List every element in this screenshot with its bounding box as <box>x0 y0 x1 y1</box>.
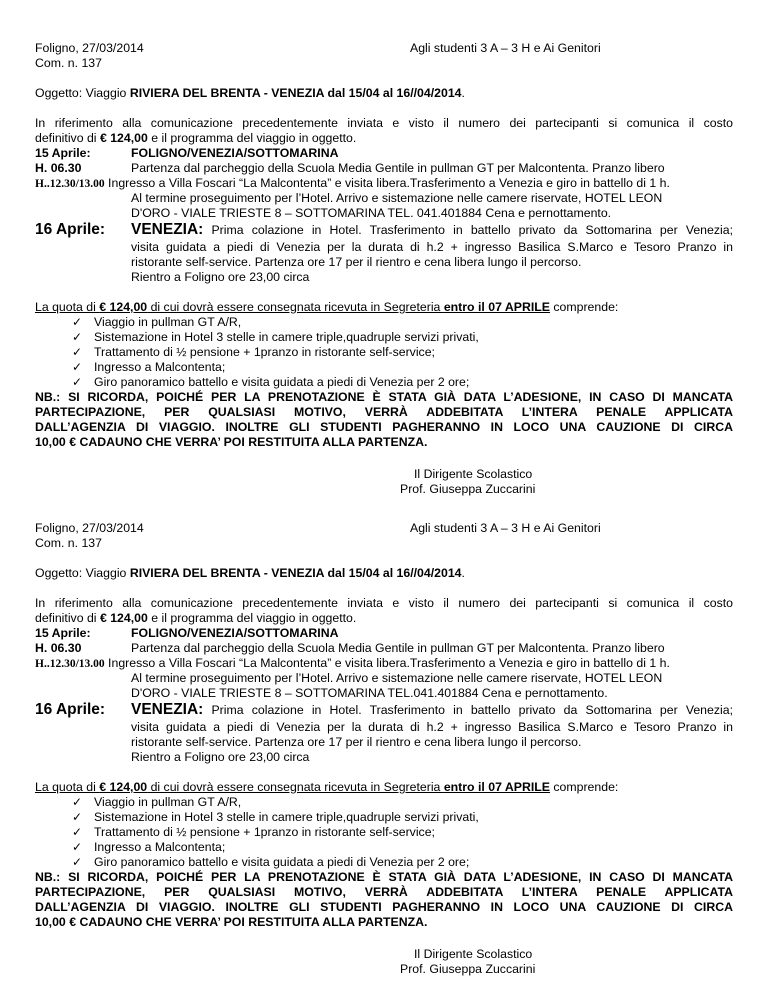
time-2-text: Ingresso a Villa Foscari “La Malcontenta” e visita libera.Trasferimento a Venezia e giro in battello di 1 h. <box>104 656 670 670</box>
time-2: H..12.30/13.00 <box>35 658 105 670</box>
quota-mid: di cui dovrà essere consegnata ricevuta in Segreteria <box>147 780 444 794</box>
day2-city: VENEZIA: <box>131 701 204 718</box>
day2-line-1 <box>131 221 733 239</box>
day2-line-3: ristorante self-service. Partenza ore 17 per il rientro e cena libera lungo il percorso. <box>131 255 582 269</box>
include-text: Trattamento di ½ pensione + 1pranzo in ristorante self-service; <box>94 825 435 839</box>
quota-mid: di cui dovrà essere consegnata ricevuta in Segreteria <box>147 300 444 314</box>
day1-route: FOLIGNO/VENEZIA/SOTTOMARINA <box>131 146 339 160</box>
day1-label: 15 Aprile: <box>35 146 91 160</box>
recipients: Agli studenti 3 A – 3 H e Ai Genitori <box>410 521 601 535</box>
include-text: Ingresso a Malcontenta; <box>94 360 226 374</box>
check-icon: ✓ <box>72 855 83 869</box>
include-text: Trattamento di ½ pensione + 1pranzo in ristorante self-service; <box>94 345 435 359</box>
intro-suffix: e il programma del viaggio in oggetto. <box>147 611 357 625</box>
day1-route: FOLIGNO/VENEZIA/SOTTOMARINA <box>131 626 339 640</box>
intro-prefix: definitivo di <box>35 131 100 145</box>
time-1: H. 06.30 <box>35 641 82 655</box>
place-date: Foligno, 27/03/2014 <box>35 521 144 535</box>
quota-post: comprende: <box>549 780 619 794</box>
signature-role: Il Dirigente Scolastico <box>414 947 533 961</box>
quota-price: € 124,00 <box>99 780 148 794</box>
include-text: Viaggio in pullman GT A/R, <box>94 315 242 329</box>
include-item <box>72 840 225 855</box>
subject-end: . <box>461 86 465 100</box>
quota-post: comprende: <box>549 300 619 314</box>
nb-line-3: DALL’AGENZIA DI VIAGGIO. INOLTRE GLI STUDENTI PAGHERANNO IN LOCO UNA CAUZIONE DI CIRCA <box>35 420 733 434</box>
check-icon: ✓ <box>72 315 83 329</box>
subject-prefix: Oggetto: Viaggio <box>35 86 130 100</box>
day2-line-2: visita guidata a piedi di Venezia per la durata di h.2 + ingresso Basilica S.Marco e Tesoro Pranzo in <box>131 720 733 734</box>
day1-continuation-2: D'ORO - VIALE TRIESTE 8 – SOTTOMARINA TEL.041.401884 Cena e pernottamento. <box>131 686 608 700</box>
com-number: Com. n. 137 <box>35 536 102 550</box>
intro-line-1: In riferimento alla comunicazione precedentemente inviata e visto il numero dei partecipanti si comunica il costo <box>35 116 733 130</box>
intro-suffix: e il programma del viaggio in oggetto. <box>147 131 357 145</box>
day2-label: 16 Aprile: <box>35 221 106 238</box>
time-1-text: Partenza dal parcheggio della Scuola Media Gentile in pullman GT per Malcontenta. Pranzo libero <box>131 641 665 655</box>
include-text: Sistemazione in Hotel 3 stelle in camere triple,quadruple servizi privati, <box>94 810 479 824</box>
include-item <box>72 855 469 870</box>
circular-copy-2 <box>0 480 768 977</box>
time-2-line <box>35 656 670 672</box>
time-1-text: Partenza dal parcheggio della Scuola Media Gentile in pullman GT per Malcontenta. Pranzo libero <box>131 161 665 175</box>
nb-line-1: NB.: SI RICORDA, POICHÉ PER LA PRENOTAZIONE È STATA GIÀ DATA L’ADESIONE, IN CASO DI MANCATA <box>35 870 733 884</box>
place-date: Foligno, 27/03/2014 <box>35 41 144 55</box>
quota-price: € 124,00 <box>99 300 148 314</box>
intro-line-2 <box>35 611 356 626</box>
check-icon: ✓ <box>72 375 83 389</box>
signature-role: Il Dirigente Scolastico <box>414 467 533 481</box>
day2-line-4: Rientro a Foligno ore 23,00 circa <box>131 270 310 284</box>
include-item <box>72 360 225 375</box>
subject-line <box>35 86 465 101</box>
quota-line <box>35 300 618 315</box>
day2-line-3: ristorante self-service. Partenza ore 17 per il rientro e cena libera lungo il percorso. <box>131 735 582 749</box>
day1-continuation-2: D'ORO - VIALE TRIESTE 8 – SOTTOMARINA TEL. 041.401884 Cena e pernottamento. <box>131 206 612 220</box>
quota-pre: La quota di <box>35 300 100 314</box>
nb-line-4: 10,00 € CADAUNO CHE VERRA’ POI RESTITUITA ALLA PARTENZA. <box>35 435 428 449</box>
nb-line-2: PARTECIPAZIONE, PER QUALSIASI MOTIVO, VERRÀ ADDEBITATA L’INTERA PENALE APPLICATA <box>35 885 733 899</box>
day1-label: 15 Aprile: <box>35 626 91 640</box>
include-text: Viaggio in pullman GT A/R, <box>94 795 242 809</box>
quota-deadline: entro il 07 APRILE <box>443 780 550 794</box>
check-icon: ✓ <box>72 795 83 809</box>
nb-line-3: DALL’AGENZIA DI VIAGGIO. INOLTRE GLI STUDENTI PAGHERANNO IN LOCO UNA CAUZIONE DI CIRCA <box>35 900 733 914</box>
include-item <box>72 375 469 390</box>
day1-continuation-1: Al termine proseguimento per l’Hotel. Arrivo e sistemazione nelle camere riservate, HOTEL LEON <box>131 191 663 205</box>
check-icon: ✓ <box>72 825 83 839</box>
check-icon: ✓ <box>72 330 83 344</box>
subject-line <box>35 566 465 581</box>
check-icon: ✓ <box>72 360 83 374</box>
signature-name: Prof. Giuseppa Zuccarini <box>400 962 536 976</box>
check-icon: ✓ <box>72 345 83 359</box>
intro-line-2 <box>35 131 356 146</box>
day2-line-1-text: Prima colazione in Hotel. Trasferimento in battello privato da Sottomarina per Venezia; <box>203 703 733 717</box>
subject-prefix: Oggetto: Viaggio <box>35 566 130 580</box>
include-item <box>72 345 435 360</box>
subject-end: . <box>461 566 465 580</box>
include-item <box>72 795 241 810</box>
include-text: Giro panoramico battello e visita guidata a piedi di Venezia per 2 ore; <box>94 375 470 389</box>
day1-continuation-1: Al termine proseguimento per l’Hotel. Arrivo e sistemazione nelle camere riservate, HOTEL LEON <box>131 671 663 685</box>
quota-line <box>35 780 618 795</box>
recipients: Agli studenti 3 A – 3 H e Ai Genitori <box>410 41 601 55</box>
check-icon: ✓ <box>72 840 83 854</box>
include-item <box>72 315 241 330</box>
day2-line-4: Rientro a Foligno ore 23,00 circa <box>131 750 310 764</box>
nb-line-2: PARTECIPAZIONE, PER QUALSIASI MOTIVO, VERRÀ ADDEBITATA L’INTERA PENALE APPLICATA <box>35 405 733 419</box>
intro-price: € 124,00 <box>99 131 148 145</box>
com-number: Com. n. 137 <box>35 56 102 70</box>
nb-line-4: 10,00 € CADAUNO CHE VERRA’ POI RESTITUITA ALLA PARTENZA. <box>35 915 428 929</box>
include-item <box>72 810 479 825</box>
intro-price: € 124,00 <box>99 611 148 625</box>
signature-name: Prof. Giuseppa Zuccarini <box>400 482 536 496</box>
day2-city: VENEZIA: <box>131 221 204 238</box>
quota-deadline: entro il 07 APRILE <box>443 300 550 314</box>
day2-line-1-text: Prima colazione in Hotel. Trasferimento in battello privato da Sottomarina per Venezia; <box>203 223 733 237</box>
time-1: H. 06.30 <box>35 161 82 175</box>
subject-title: RIVIERA DEL BRENTA - VENEZIA dal 15/04 al 16//04/2014 <box>129 566 462 580</box>
include-text: Sistemazione in Hotel 3 stelle in camere triple,quadruple servizi privati, <box>94 330 479 344</box>
nb-line-1: NB.: SI RICORDA, POICHÉ PER LA PRENOTAZIONE È STATA GIÀ DATA L’ADESIONE, IN CASO DI MANCATA <box>35 390 733 404</box>
quota-pre: La quota di <box>35 780 100 794</box>
include-item <box>72 330 479 345</box>
intro-prefix: definitivo di <box>35 611 100 625</box>
day2-label: 16 Aprile: <box>35 701 106 718</box>
time-2-line <box>35 176 670 192</box>
include-text: Ingresso a Malcontenta; <box>94 840 226 854</box>
include-text: Giro panoramico battello e visita guidata a piedi di Venezia per 2 ore; <box>94 855 470 869</box>
subject-title: RIVIERA DEL BRENTA - VENEZIA dal 15/04 al 16//04/2014 <box>129 86 462 100</box>
time-2: H..12.30/13.00 <box>35 178 105 190</box>
intro-line-1: In riferimento alla comunicazione precedentemente inviata e visto il numero dei partecipanti si comunica il costo <box>35 596 733 610</box>
include-item <box>72 825 435 840</box>
time-2-text: Ingresso a Villa Foscari “La Malcontenta” e visita libera.Trasferimento a Venezia e giro in battello di 1 h. <box>104 176 670 190</box>
day2-line-2: visita guidata a piedi di Venezia per la durata di h.2 + ingresso Basilica S.Marco e Tesoro Pranzo in <box>131 240 733 254</box>
day2-line-1 <box>131 701 733 719</box>
check-icon: ✓ <box>72 810 83 824</box>
